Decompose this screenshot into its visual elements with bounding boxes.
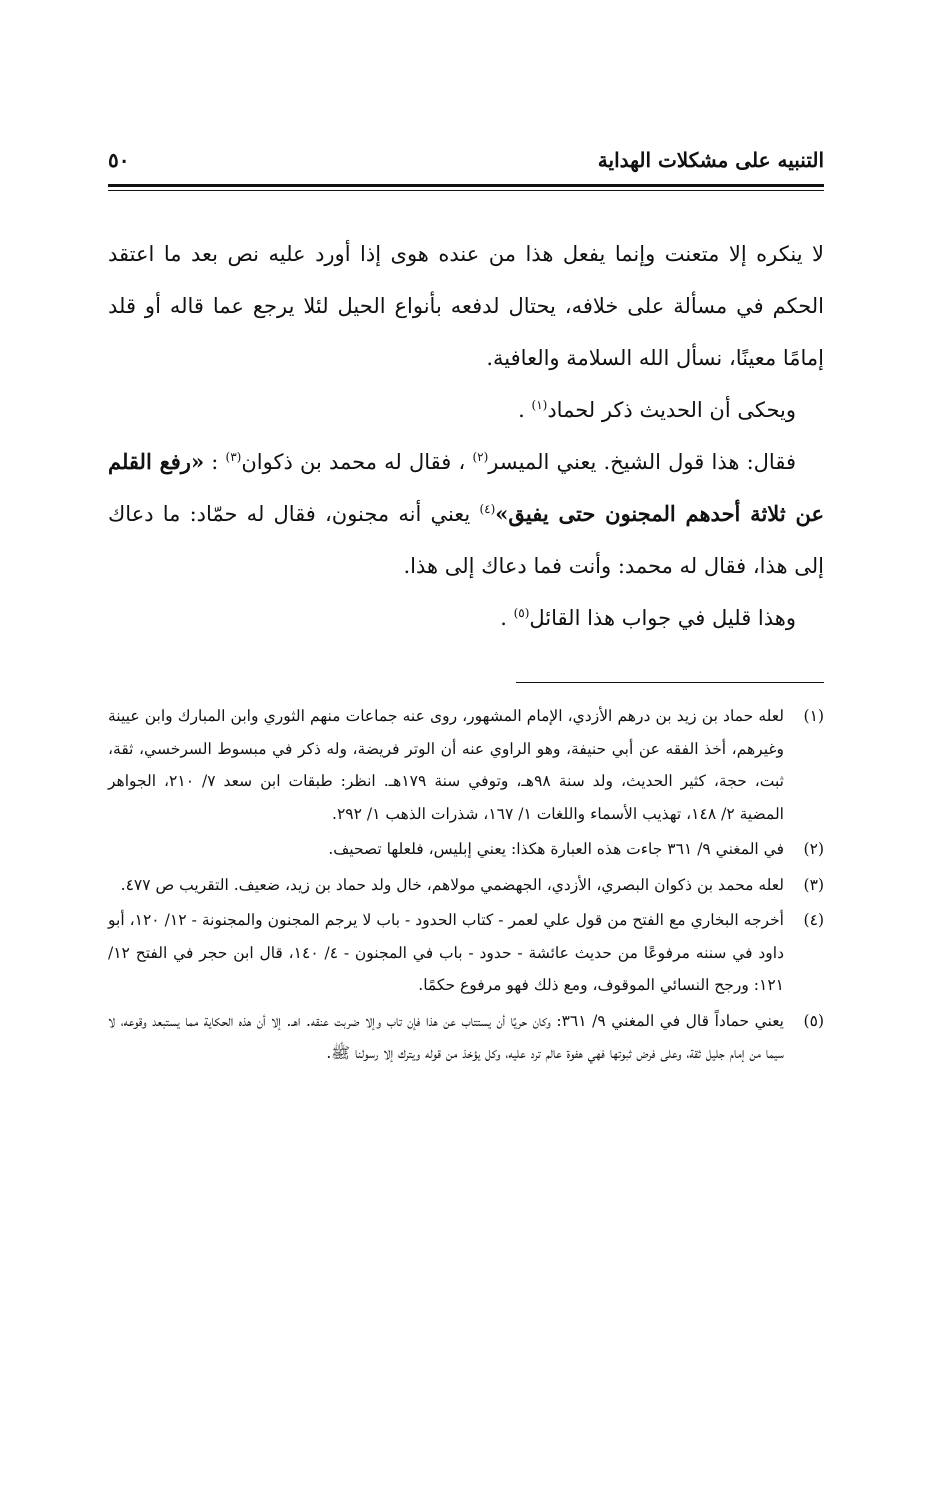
- paragraph-2-end: .: [518, 398, 525, 422]
- footnote-number: (٥): [803, 1011, 824, 1030]
- paragraph-2-text: ويحكى أن الحديث ذكر لحماد: [547, 398, 796, 422]
- paragraph-3-text-a: فقال: هذا قول الشيخ. يعني الميسر: [488, 450, 796, 474]
- page-number: ٥٠: [108, 148, 130, 172]
- running-title: التنبيه على مشكلات الهداية: [597, 148, 824, 172]
- paragraph-4-text: وهذا قليل في جواب هذا القائل: [529, 606, 796, 630]
- footnote-text: يعني حماداً قال في المغني ٩/ ٣٦١: وكان حريًا أن يستتاب عن هذا فإن تاب وإلا ضربت عنقه. اهـ. إلا أن هذه الحكاية مما يستبعد وقوعه، لا سيما من إمام جليل ثقة، وعلى فرض ثبوتها فهي هفوة عالم ترد عليه، وكل يؤخذ من قوله ويترك إلا رسولنا ﷺ.: [108, 1011, 784, 1062]
- footnote-separator: [516, 682, 824, 683]
- footnote-number: (٣): [803, 875, 824, 894]
- footnote-text: لعله محمد بن ذكوان البصري، الأزدي، الجهضمي مولاهم، خال ولد حماد بن زيد، ضعيف. التقريب ص ٤٧٧.: [120, 875, 784, 894]
- paragraph-2: [108, 384, 824, 436]
- paragraph-4-end: .: [500, 606, 507, 630]
- footnote-ref-2: (٢): [472, 450, 489, 464]
- paragraph-4: [108, 592, 824, 644]
- footnote-4: [108, 904, 824, 1002]
- paragraph-3-text-c: :: [211, 450, 219, 474]
- paragraph-3-text-b: ، فقال له محمد بن ذكوان: [241, 450, 466, 474]
- footnote-ref-1: (١): [531, 398, 548, 412]
- footnote-number: (١): [803, 707, 824, 725]
- footnote-ref-3: (٣): [225, 450, 242, 464]
- footnote-ref-4: (٤): [479, 502, 496, 516]
- header-rule-thick: [108, 184, 824, 187]
- page-header: [108, 140, 824, 180]
- footnote-1: [108, 700, 824, 830]
- footnote-number: (٢): [803, 840, 824, 858]
- footnote-number: (٤): [803, 911, 824, 929]
- paragraph-3: [108, 436, 824, 592]
- footnote-5: [108, 1005, 824, 1070]
- footnote-ref-5: (٥): [513, 606, 530, 620]
- paragraph-1: لا ينكره إلا متعنت وإنما يفعل هذا من عنده هوى إذا أورد عليه نص بعد ما اعتقد الحكم في مسألة على خلافه، يحتال لدفعه بأنواع الحيل لئلا يرجع عما قاله أو قلد إمامًا معينًا، نسأل الله السلامة والعافية.: [108, 242, 824, 370]
- footnote-2: [108, 833, 824, 866]
- header-rule-thin: [108, 190, 824, 191]
- footnote-text: لعله حماد بن زيد بن درهم الأزدي، الإمام المشهور، روى عنه جماعات منهم الثوري وابن المبارك وابن عيينة وغيرهم، أخذ الفقه عن أبي حنيفة، وهو الراوي عنه أن الوتر فريضة، وله ذكر في مبسوط السرخسي، ثقة، ثبت، حجة، كثير الحديث، ولد سنة ٩٨هـ، وتوفي سنة ١٧٩هـ. انظر: طبقات ابن سعد ٧/ ٢١٠، الجواهر المضية ٢/ ١٤٨، تهذيب الأسماء واللغات ١/ ١٦٧، شذرات الذهب ١/ ٢٩٢.: [108, 707, 784, 823]
- hadith-quote: «رفع القلم عن ثلاثة أحدهم المجنون حتى يفيق»: [108, 449, 824, 526]
- footnote-3: [108, 869, 824, 902]
- main-text: [108, 228, 824, 644]
- footnote-text: في المغني ٩/ ٣٦١ جاءت هذه العبارة هكذا: يعني إبليس، فلعلها تصحيف.: [328, 840, 784, 858]
- footnotes: [108, 700, 824, 1073]
- paragraph-3-text-d: يعني أنه مجنون، فقال له حمّاد: ما دعاك إلى هذا، فقال له محمد: وأنت فما دعاك إلى هذا.: [108, 502, 824, 578]
- footnote-text: أخرجه البخاري مع الفتح من قول علي لعمر - كتاب الحدود - باب لا يرجم المجنون والمجنونة - ١٢/ ١٢٠، أبو داود في سننه مرفوعًا من حديث عائشة - حدود - باب في المجنون - ٤/ ١٤٠، قال ابن حجر في الفتح ١٢/ ١٢١: ورجح النسائي الموقوف، ومع ذلك فهو مرفوع حكمًا.: [108, 911, 784, 994]
